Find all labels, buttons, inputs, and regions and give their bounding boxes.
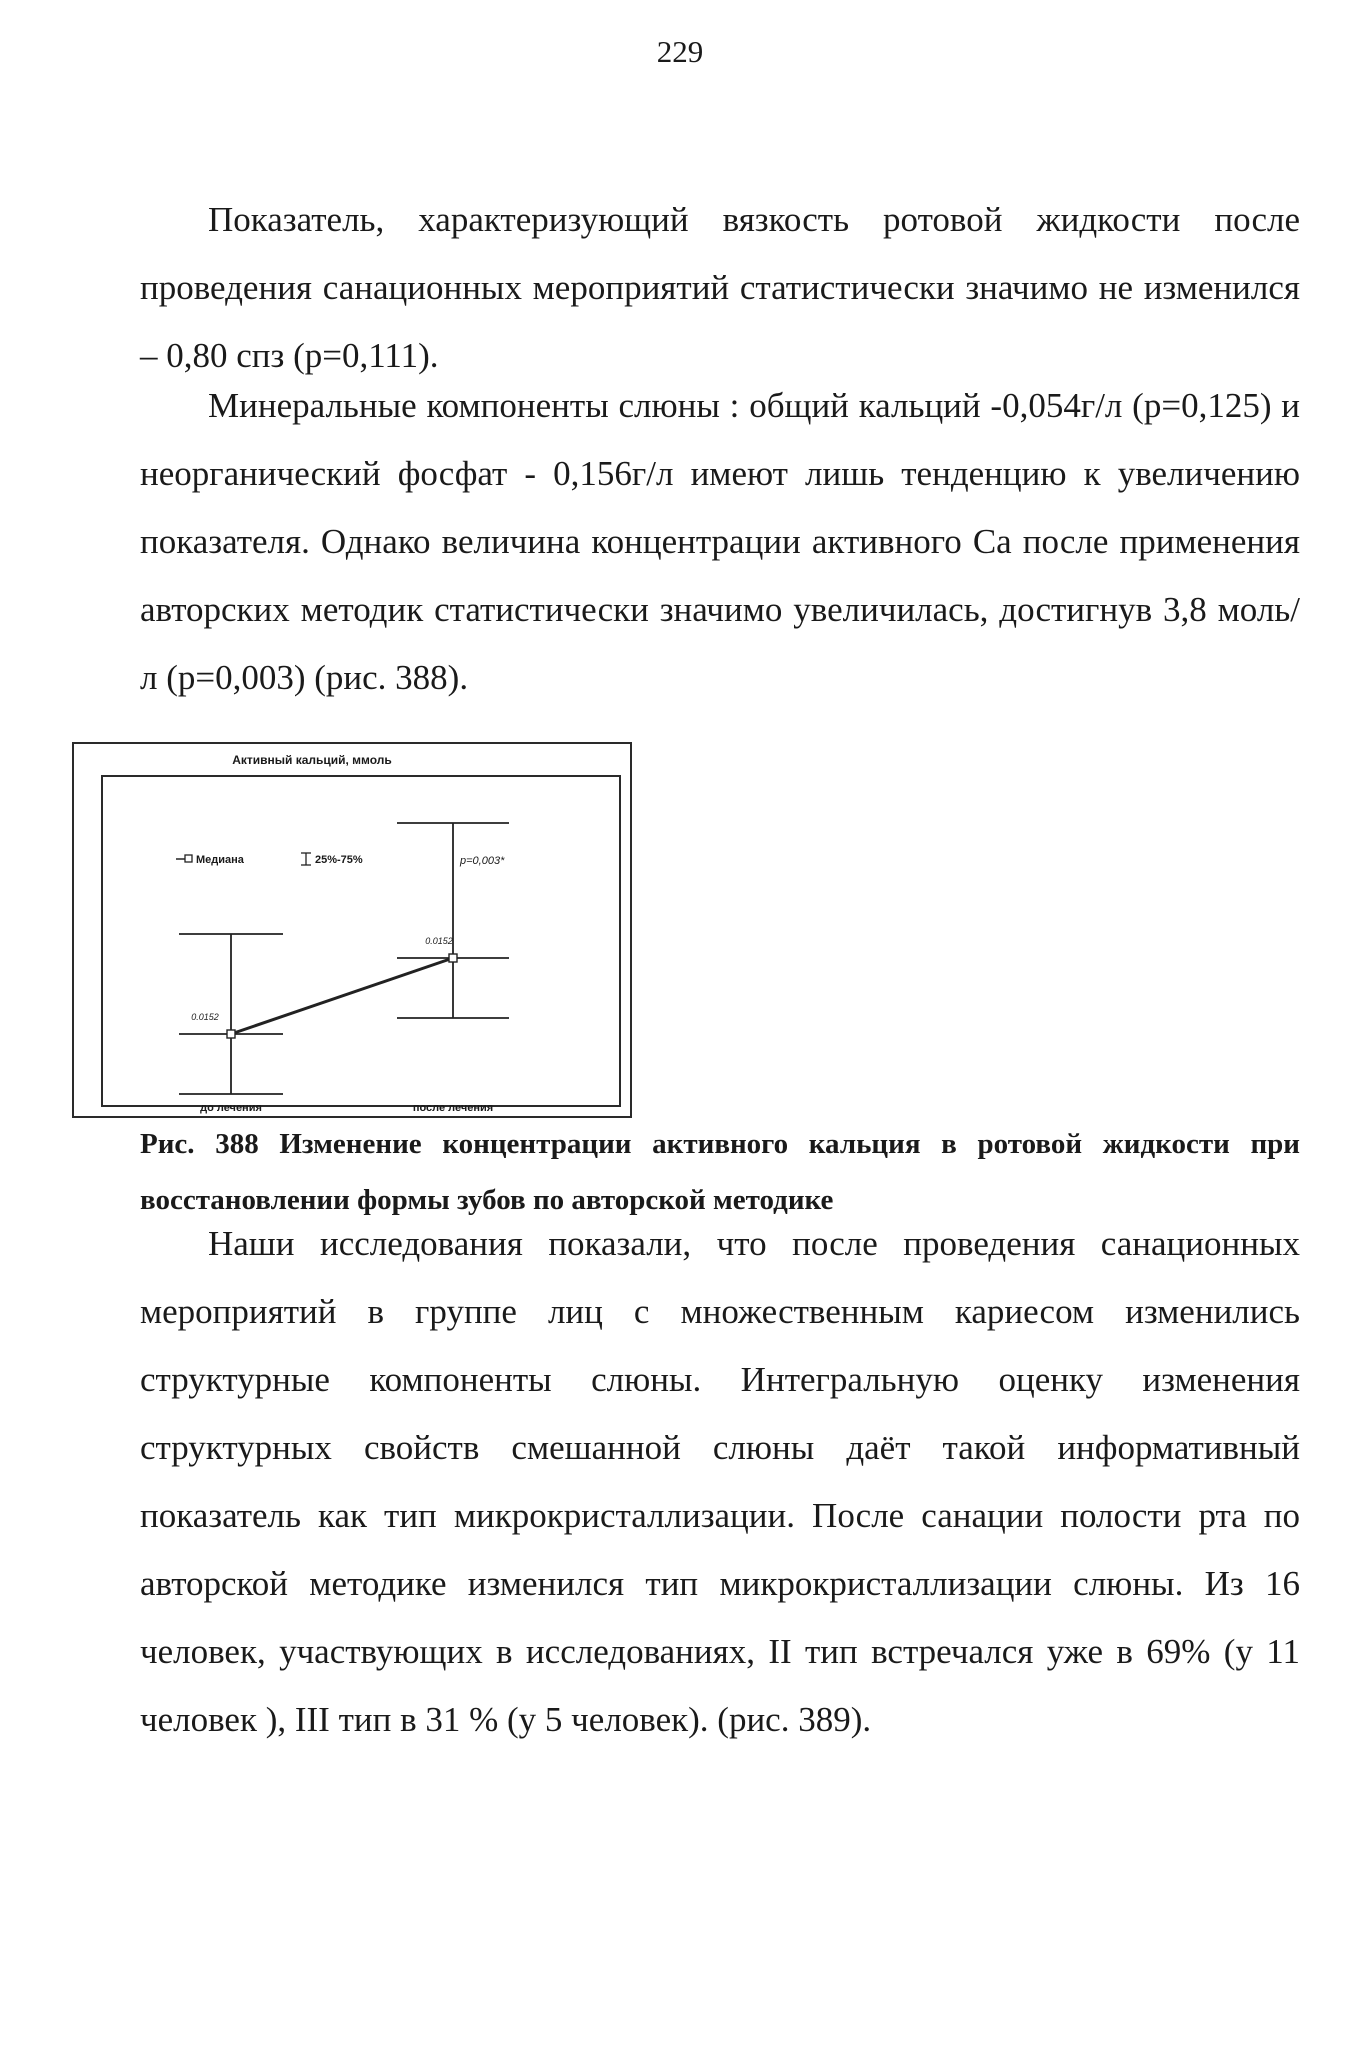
figure-caption: Рис. 388 Изменение концентрации активного кальция в ротовой жидкости при восстановлении формы зубов по авторской методике [140, 1128, 1300, 1216]
legend-range-label: 25%-75% [315, 854, 363, 866]
chart-active-calcium [72, 742, 632, 1118]
chart-annotation-p: p=0,003* [460, 855, 505, 867]
median-point-0 [227, 1030, 235, 1038]
paragraph-viscosity: Показатель, характеризующий вязкость ротовой жидкости после проведения санационных мероприятий статистически значимо не изменился – 0,80 спз (p=0,111). [140, 200, 1300, 375]
paragraph-minerals: Минеральные компоненты слюны : общий кальций -0,054г/л (p=0,125) и неорганический фосфат - 0,156г/л имеют лишь тенденцию к увеличению показателя. Однако величина концентрации активного Са после применения авторских методик статистически значимо увеличилась, достигнув 3,8 моль/л (p=0,003) (рис. 388). [140, 386, 1300, 697]
paragraph-microcrystallization: Наши исследования показали, что после проведения санационных мероприятий в группе лиц с множественным кариесом изменились структурные компоненты слюны. Интегральную оценку изменения структурных свойств смешанной слюны даёт такой информативный показатель как тип микрокристаллизации. После санации полости рта по авторской методике изменился тип микрокристаллизации слюны. Из 16 человек, участвующих в исследованиях, II тип встречался уже в 69% (у 11 человек ), III тип в 31 % (у 5 человек). (рис. 389). [140, 1224, 1300, 1739]
x-tick-label-before: до лечения [200, 1102, 262, 1114]
page-number: 229 [656, 34, 704, 69]
data-label-median-0: 0.0152 [191, 1012, 219, 1022]
data-label-median-1: 0.0152 [425, 936, 453, 946]
median-point-1 [449, 954, 457, 962]
legend-median-label: Медиана [196, 854, 244, 866]
chart-title: Активный кальций, ммоль [232, 753, 392, 767]
legend-median-marker [185, 855, 192, 862]
chart-outer-frame [73, 743, 631, 1117]
x-tick-label-after: после лечения [412, 1102, 494, 1114]
figure-388 [72, 742, 632, 1118]
